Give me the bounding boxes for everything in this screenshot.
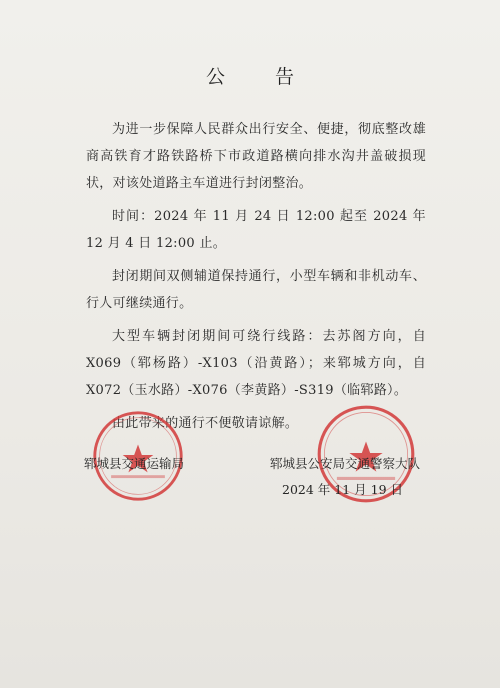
paragraph-apology: 由此带来的通行不便敬请谅解。: [112, 416, 299, 431]
paragraph-purpose: 为进一步保障人民群众出行安全、便捷，彻底整改雄商高铁育才路铁路桥下市政道路横向排水沟井盖破损现状，对该处道路主车道进行封闭整治。: [86, 122, 426, 191]
notice-title: 公 告: [205, 66, 317, 88]
notice-date: 2024 年 11 月 19 日: [282, 482, 403, 497]
signatory-transport-bureau: 郓城县交通运输局: [84, 456, 185, 471]
paragraph-access: 封闭期间双侧辅道保持通行，小型车辆和非机动车、行人可继续通行。: [86, 269, 426, 311]
signatory-traffic-police: 郓城县公安局交通警察大队: [270, 456, 421, 471]
paragraph-time: 时间：2024 年 11 月 24 日 12:00 起至 2024 年 12 月 4 日 12:00 止。: [86, 209, 426, 251]
paragraph-detour: 大型车辆封闭期间可绕行线路：去苏阁方向，自 X069（郓杨路）-X103（沿黄路）；来郓城方向，自 X072（玉水路）-X076（李黄路）-S319（临郓路）。: [86, 329, 426, 398]
notice-body: [86, 116, 426, 443]
